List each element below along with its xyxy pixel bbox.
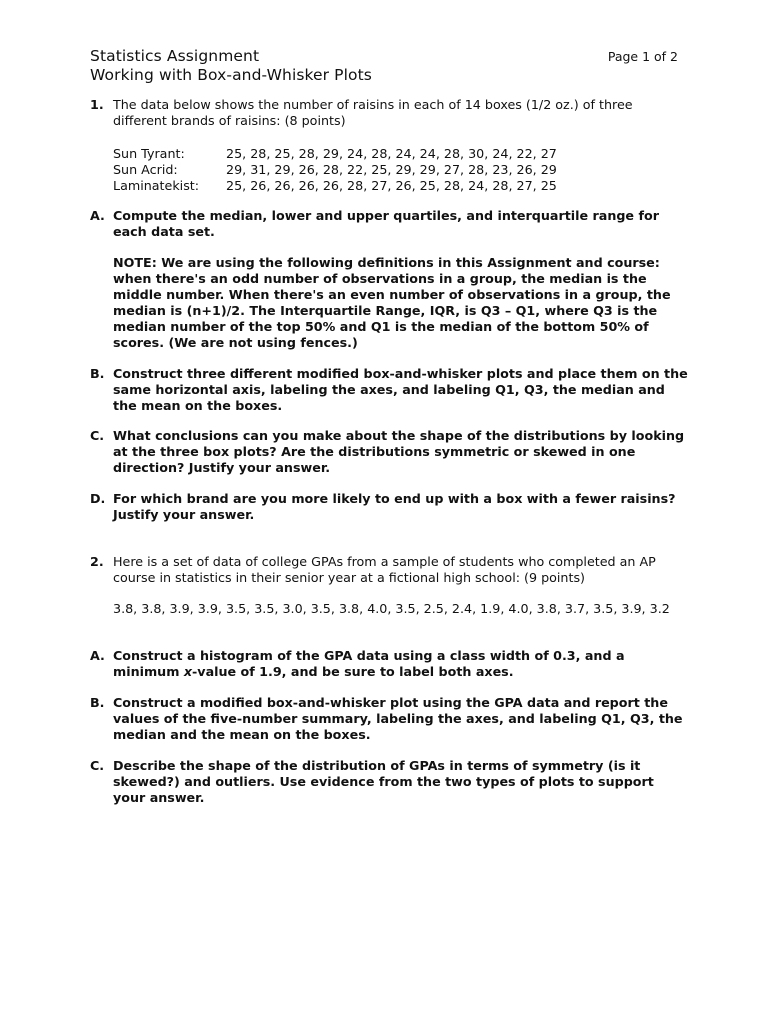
part-label: A. xyxy=(90,208,105,223)
part-text: Construct a modified box-and-whisker plot using the GPA data and report the values of the five-number summary, labeling the axes, and labeling Q1, Q3, the median and the mean on the boxes. xyxy=(113,695,683,742)
question-1-part-b xyxy=(90,366,690,414)
brand-values: 25, 28, 25, 28, 29, 24, 28, 24, 24, 28, 30, 24, 22, 27 xyxy=(226,146,557,161)
part-label: A. xyxy=(90,648,105,663)
note-text: NOTE: We are using the following definitions in this Assignment and course: when there's an odd number of observations in a group, the median is the middle number. When there's an even number of observations in a group, the median is (n+1)/2. The Interquartile Range, IQR, is Q3 – Q1, where Q3 is the median number of the top 50% and Q1 is the median of the bottom 50% of scores. (We are not using fences.) xyxy=(113,255,671,350)
brand-values: 29, 31, 29, 26, 28, 22, 25, 29, 29, 27, 28, 23, 26, 29 xyxy=(226,162,557,177)
question-2-part-a xyxy=(90,648,690,680)
part-text-start: Construct a histogram of the GPA data using a class width of 0.3, and a minimum xyxy=(113,648,625,679)
brand-data-row xyxy=(113,146,557,162)
question-2-prompt xyxy=(90,554,690,586)
question-number: 2. xyxy=(90,554,104,569)
question-number: 1. xyxy=(90,97,104,112)
part-label: D. xyxy=(90,491,106,506)
part-label: B. xyxy=(90,695,105,710)
x-variable: x xyxy=(183,664,193,679)
brand-values: 25, 26, 26, 26, 26, 28, 27, 26, 25, 28, 24, 28, 27, 25 xyxy=(226,178,557,193)
part-label: C. xyxy=(90,428,105,443)
question-1-part-d xyxy=(90,491,690,523)
part-text: Describe the shape of the distribution of GPAs in terms of symmetry (is it skewed?) and outliers. Use evidence from the two types of plots to support your answer. xyxy=(113,758,654,805)
question-1-prompt xyxy=(90,97,690,129)
question-1-part-a xyxy=(90,208,690,240)
part-label: C. xyxy=(90,758,105,773)
question-1-part-c xyxy=(90,428,690,476)
part-text-end: -value of 1.9, and be sure to label both axes. xyxy=(192,664,514,679)
question-2-part-b xyxy=(90,695,690,743)
gpa-data-values: 3.8, 3.8, 3.9, 3.9, 3.5, 3.5, 3.0, 3.5, 3.8, 4.0, 3.5, 2.5, 2.4, 1.9, 4.0, 3.8, 3.7, 3.5, 3.9, 3.2 xyxy=(113,601,670,616)
definitions-note xyxy=(90,255,690,351)
question-text: Here is a set of data of college GPAs from a sample of students who completed an AP course in statistics in their senior year at a fictional high school: (9 points) xyxy=(113,554,656,585)
brand-data-row xyxy=(113,178,557,194)
brand-name: Sun Acrid: xyxy=(113,162,178,177)
brand-name: Sun Tyrant: xyxy=(113,146,185,161)
question-text: The data below shows the number of raisins in each of 14 boxes (1/2 oz.) of three different brands of raisins: (8 points) xyxy=(113,97,633,128)
part-text xyxy=(113,648,690,680)
brand-name: Laminatekist: xyxy=(113,178,200,193)
page-number: Page 1 of 2 xyxy=(607,49,678,64)
part-label: B. xyxy=(90,366,105,381)
part-text: Compute the median, lower and upper quartiles, and interquartile range for each data set. xyxy=(113,208,659,239)
assignment-subtitle: Working with Box-and-Whisker Plots xyxy=(90,66,372,84)
brand-data-row xyxy=(113,162,557,178)
question-2-part-c xyxy=(90,758,690,806)
part-text: Construct three different modified box-and-whisker plots and place them on the same horizontal axis, labeling the axes, and labeling Q1, Q3, the median and the mean on the boxes. xyxy=(113,366,688,413)
part-text: What conclusions can you make about the shape of the distributions by looking at the three box plots? Are the distributions symmetric or skewed in one direction? Justify your answer. xyxy=(113,428,685,475)
assignment-title: Statistics Assignment xyxy=(90,47,260,65)
part-text: For which brand are you more likely to end up with a box with a fewer raisins? Justify your answer. xyxy=(113,491,676,522)
